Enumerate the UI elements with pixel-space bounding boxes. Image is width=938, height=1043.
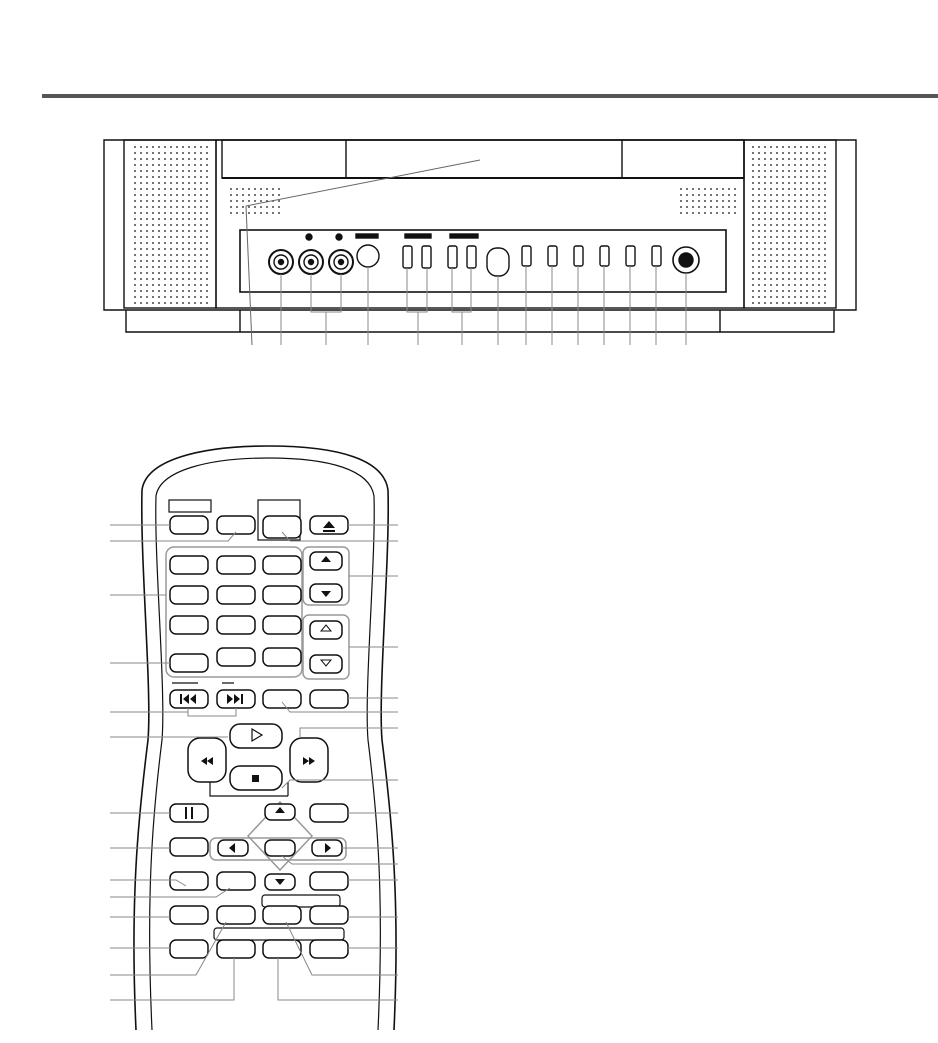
number-button-3[interactable] <box>263 556 301 574</box>
leader-right-7 <box>300 728 398 738</box>
number-button-6[interactable] <box>263 586 301 604</box>
number-button-0[interactable] <box>217 648 255 666</box>
number-button-1[interactable] <box>170 556 208 574</box>
repeat-button[interactable] <box>217 940 255 958</box>
record-button[interactable] <box>522 246 531 266</box>
number-button-5[interactable] <box>217 586 255 604</box>
small-grill-left <box>226 184 284 218</box>
setup-button[interactable] <box>310 804 348 822</box>
left-speaker-grill <box>130 142 210 304</box>
plus-100-button[interactable] <box>263 648 301 666</box>
tv-base <box>126 310 834 332</box>
volume-down-button[interactable] <box>448 246 457 268</box>
dpad-enter-button[interactable] <box>265 840 295 856</box>
power-button[interactable] <box>487 248 509 276</box>
volume-label-bar <box>450 234 478 238</box>
headphone-jack[interactable] <box>673 247 699 273</box>
zoom-button[interactable] <box>310 906 348 924</box>
power-button[interactable] <box>170 516 208 534</box>
record-button[interactable] <box>310 690 348 708</box>
menu-button[interactable] <box>652 246 661 266</box>
speed-button[interactable] <box>263 690 301 708</box>
audio-button[interactable] <box>170 906 208 924</box>
inner-bezel <box>216 140 744 308</box>
right-speaker-grill <box>750 142 830 304</box>
number-button-9[interactable] <box>263 616 301 634</box>
search-button[interactable] <box>170 940 208 958</box>
channel-up-button[interactable] <box>422 246 431 268</box>
subtitle-button[interactable] <box>217 906 255 924</box>
leader-left-5 <box>110 708 236 716</box>
leader-left-10 <box>110 888 230 897</box>
small-grill-right <box>680 184 738 218</box>
sensor-label-bar <box>356 234 378 238</box>
title-button[interactable] <box>170 872 208 890</box>
audio-in-left-jack[interactable] <box>299 250 323 274</box>
remote-button-group <box>166 500 349 958</box>
return-button[interactable] <box>217 872 255 890</box>
leader-left-14 <box>110 958 234 1000</box>
vcr-tv-button[interactable] <box>217 516 255 534</box>
tv-cabinet <box>104 140 856 310</box>
label-strip-2 <box>214 928 344 940</box>
fast-forward-button[interactable] <box>626 246 635 266</box>
menu-button[interactable] <box>170 838 208 856</box>
ab-repeat-button[interactable] <box>263 940 301 958</box>
cassette-door <box>222 140 744 178</box>
video-in-jack[interactable] <box>269 250 293 274</box>
pause-button[interactable] <box>170 804 208 822</box>
label-strip-1 <box>262 895 340 907</box>
stop-icon <box>252 775 259 782</box>
audio-indicator-left <box>306 234 312 240</box>
vcr-button[interactable] <box>263 516 301 538</box>
channel-label-bar <box>405 234 431 238</box>
audio-in-right-jack[interactable] <box>329 250 353 274</box>
volume-up-button[interactable] <box>467 246 476 268</box>
tv-front-panel <box>104 140 856 345</box>
stop-eject-button[interactable] <box>548 246 557 266</box>
header-rule <box>42 94 938 98</box>
channel-down-button[interactable] <box>403 246 412 268</box>
play-button[interactable] <box>600 246 609 266</box>
number-button-8[interactable] <box>217 616 255 634</box>
rewind-button[interactable] <box>574 246 583 266</box>
number-button-2[interactable] <box>217 556 255 574</box>
clear-button[interactable] <box>310 872 348 890</box>
angle-button[interactable] <box>263 906 301 924</box>
tv-leader-lines <box>281 266 686 345</box>
number-button-7[interactable] <box>170 616 208 634</box>
remote-sensor <box>357 245 379 267</box>
display-button[interactable] <box>170 654 208 672</box>
number-button-4[interactable] <box>170 586 208 604</box>
power-label-box <box>169 500 211 512</box>
mode-button[interactable] <box>310 940 348 958</box>
audio-indicator-right <box>336 234 342 240</box>
